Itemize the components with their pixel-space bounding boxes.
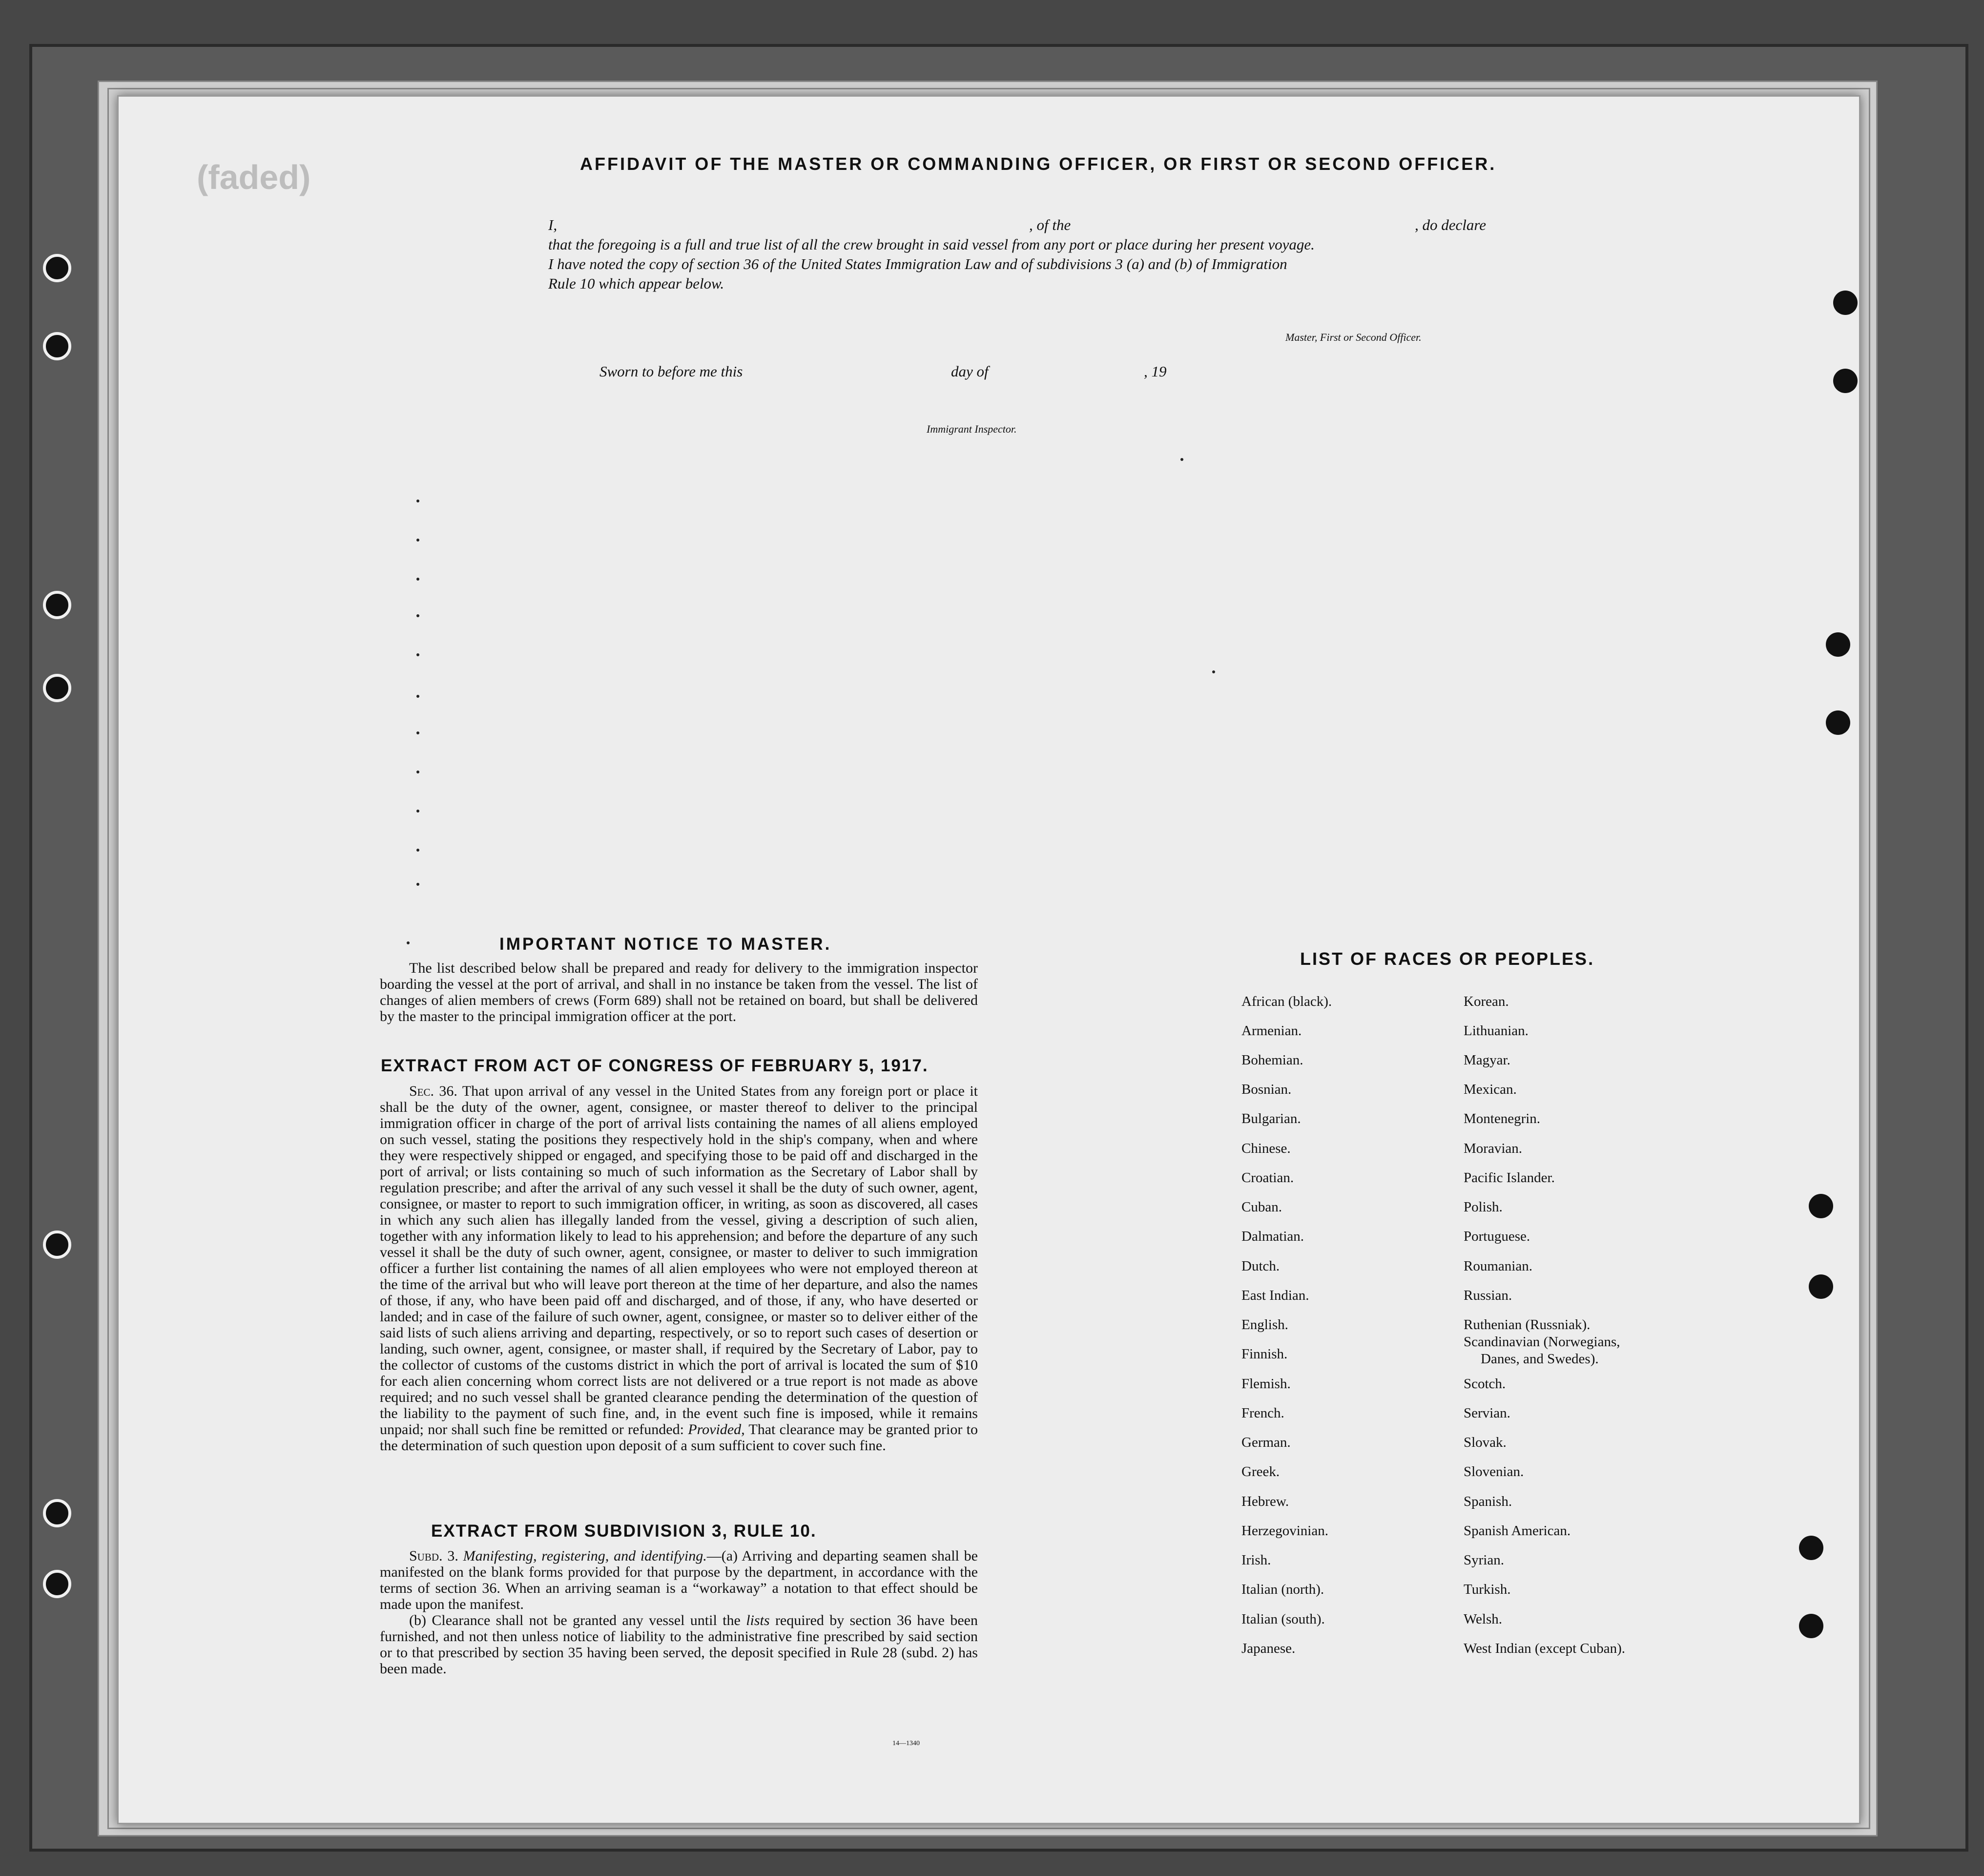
- act-section: Sec. 36.: [409, 1083, 457, 1099]
- mark: [416, 849, 419, 852]
- race-right-9: Roumanian.: [1464, 1258, 1532, 1274]
- race-left-18: Herzegovinian.: [1241, 1523, 1328, 1539]
- punch-hole: [1809, 1194, 1833, 1218]
- race-right-6: Pacific Islander.: [1464, 1170, 1555, 1186]
- year-text: , 19: [1144, 363, 1167, 380]
- act-text: That upon arrival of any vessel in the United States from any foreign port or place it shall be the duty of the owner, agent, consignee, or master thereof to deliver to the principal immigration officer in charge of the port of arrival lists containing the names of all aliens employed on such vessel, stating the positions they respectively hold in the ship's company, when and where they were respectively shipped or engaged, and specifying those to be paid off and discharged in the port of arrival; or lists containing so much of such information as the Secretary of Labor shall by regulation prescribe; and after the arrival of any such vessel it shall be the duty of such owner, agent, consignee, or master to report to such immigration officer, in writing, as soon as discovered, all cases in which any such alien has illegally landed from the vessel, giving a description of such alien, together with any information likely to lead to his apprehension; and before the departure of any such vessel it shall be the duty of such owner, agent, consignee, or master to deliver to such immigration officer a further list containing the names of all alien employees who were not employed thereon at the time of the arrival but who will leave port thereon at the time of her departure, and also the names of those, if any, who have been paid off and discharged, and of those, if any, who have deserted or landed; and in case of the failure of such owner, agent, consignee, or master so to deliver either of the said lists of such aliens arriving and departing, respectively, or so to report such cases of desertion or landing, such owner, agent, consignee, or master shall, if required by the Secretary of Labor, pay to the collector of customs of the customs district in which the port of arrival is located the sum of $10 for each alien concerning whom correct lists are not delivered or a true report is not made as above required; and no such vessel shall be granted clearance pending the determination of the question of the liability to the payment of such fine, and, in the event such fine is imposed, while it remains unpaid; nor shall such fine be remitted or refunded:: [380, 1083, 978, 1438]
- rule-title: EXTRACT FROM SUBDIVISION 3, RULE 10.: [431, 1522, 817, 1541]
- race-left-2: Bohemian.: [1241, 1052, 1303, 1068]
- notice-body: [380, 960, 978, 1024]
- mark: [1180, 458, 1183, 461]
- race-left-14: French.: [1241, 1405, 1284, 1421]
- binder-hole: [43, 591, 71, 619]
- rule-para-a: —(a) Arriving and departing seamen shall be manifested on the blank forms provided for that purpose by the department, in accordance with the terms of section 36. When an arriving seaman is a “workaway” a notation to that effect should be made upon the manifest.: [380, 1548, 978, 1612]
- race-right-5: Moravian.: [1464, 1141, 1522, 1156]
- mark: [407, 941, 410, 944]
- punch-hole: [1799, 1614, 1823, 1638]
- race-left-0: African (black).: [1241, 994, 1332, 1009]
- notice-title: IMPORTANT NOTICE TO MASTER.: [499, 935, 832, 954]
- race-left-21: Italian (south).: [1241, 1611, 1325, 1627]
- race-right-21: Turkish.: [1464, 1582, 1511, 1597]
- race-right-11: Ruthenian (Russniak).: [1464, 1317, 1591, 1333]
- race-left-17: Hebrew.: [1241, 1494, 1289, 1509]
- race-right-15: Servian.: [1464, 1405, 1510, 1421]
- race-left-3: Bosnian.: [1241, 1082, 1292, 1097]
- mark: [416, 810, 419, 813]
- mark: [416, 614, 419, 617]
- bleed-through-text: (faded): [197, 158, 311, 196]
- race-right-2: Magyar.: [1464, 1052, 1510, 1068]
- mark: [416, 883, 419, 886]
- race-right-19: Spanish American.: [1464, 1523, 1571, 1539]
- race-right-23: West Indian (except Cuban).: [1464, 1641, 1626, 1656]
- affidavit-line2: that the foregoing is a full and true list of all the crew brought in said vessel from any port or place during her present voyage.: [548, 236, 1315, 253]
- race-left-5: Chinese.: [1241, 1141, 1291, 1156]
- race-right-1: Lithuanian.: [1464, 1023, 1529, 1039]
- binder-hole: [43, 674, 71, 702]
- act-title: EXTRACT FROM ACT OF CONGRESS OF FEBRUARY 5, 1917.: [381, 1056, 929, 1075]
- race-right-8: Portuguese.: [1464, 1229, 1530, 1244]
- rule-para-b-italic: lists: [746, 1612, 770, 1628]
- race-left-15: German.: [1241, 1435, 1291, 1450]
- race-left-13: Flemish.: [1241, 1376, 1291, 1392]
- race-left-9: Dutch.: [1241, 1258, 1280, 1274]
- binder-hole: [43, 1570, 71, 1598]
- act-proviso-text: That clearance may be granted prior to the determination of such question upon deposit of a sum sufficient to cover such fine.: [380, 1421, 978, 1454]
- binder-hole: [43, 1230, 71, 1259]
- race-right-16: Slovak.: [1464, 1435, 1507, 1450]
- race-right-12: Scandinavian (Norwegians,: [1464, 1334, 1620, 1350]
- race-right-22: Welsh.: [1464, 1611, 1503, 1627]
- races-title: LIST OF RACES OR PEOPLES.: [1300, 949, 1595, 969]
- affidavit-line3: I have noted the copy of section 36 of the United States Immigration Law and of subdivisions 3 (a) and (b) of Immigration: [548, 255, 1287, 272]
- mark: [416, 539, 419, 542]
- mark: [1212, 670, 1215, 673]
- mark: [416, 500, 419, 502]
- form-number: 14—1340: [892, 1740, 920, 1747]
- sworn-text: Sworn to before me this: [599, 363, 743, 380]
- act-body: [380, 1083, 978, 1454]
- affidavit-title: AFFIDAVIT OF THE MASTER OR COMMANDING OFFICER, OR FIRST OR SECOND OFFICER.: [580, 154, 1497, 174]
- race-left-20: Italian (north).: [1241, 1582, 1324, 1597]
- mark: [416, 578, 419, 581]
- act-proviso-word: Provided,: [688, 1421, 745, 1438]
- mark: [416, 731, 419, 734]
- race-left-10: East Indian.: [1241, 1288, 1309, 1303]
- binder-hole: [43, 1499, 71, 1527]
- race-right-14: Scotch.: [1464, 1376, 1506, 1392]
- race-right-0: Korean.: [1464, 994, 1509, 1009]
- punch-hole: [1809, 1274, 1833, 1299]
- mark: [416, 695, 419, 698]
- rule-para-b-rest: required by section 36 have been furnished, and not then unless notice of liability to the administrative fine prescribed by said section or to that prescribed by section 35 having been served, the deposit specified in Rule 28 (subd. 2) has been made.: [380, 1612, 978, 1677]
- race-left-22: Japanese.: [1241, 1641, 1296, 1656]
- race-left-8: Dalmatian.: [1241, 1229, 1304, 1244]
- punch-hole: [1799, 1536, 1823, 1560]
- rule-subd-title: Manifesting, registering, and identifying.: [463, 1548, 707, 1564]
- race-left-16: Greek.: [1241, 1464, 1280, 1480]
- mark: [416, 771, 419, 773]
- race-left-1: Armenian.: [1241, 1023, 1302, 1039]
- binder-hole: [43, 332, 71, 360]
- mark: [416, 653, 419, 656]
- race-right-7: Polish.: [1464, 1199, 1503, 1215]
- inspector-label: Immigrant Inspector.: [927, 423, 1017, 435]
- punch-hole: [1826, 710, 1850, 735]
- affidavit-line4: Rule 10 which appear below.: [548, 275, 724, 292]
- race-right-17: Slovenian.: [1464, 1464, 1524, 1480]
- race-left-4: Bulgarian.: [1241, 1111, 1301, 1126]
- affidavit-i: I,: [548, 216, 558, 233]
- signature-label: Master, First or Second Officer.: [1285, 331, 1422, 343]
- day-of-text: day of: [951, 363, 989, 380]
- race-right-13: Danes, and Swedes).: [1481, 1351, 1599, 1367]
- rule-body: [380, 1548, 978, 1677]
- rule-subd: Subd. 3.: [409, 1548, 458, 1564]
- punch-hole: [1833, 291, 1858, 315]
- race-left-11: English.: [1241, 1317, 1288, 1333]
- notice-text: The list described below shall be prepared and ready for delivery to the immigration inspector boarding the vessel at the port of arrival, and shall in no instance be taken from the vessel. The list of changes of alien members of crews (Form 689) shall not be retained on board, but shall be delivered by the master to the principal immigration officer at the port.: [380, 960, 978, 1024]
- race-left-12: Finnish.: [1241, 1346, 1288, 1362]
- punch-hole: [1826, 632, 1850, 657]
- race-left-19: Irish.: [1241, 1552, 1271, 1568]
- race-right-4: Montenegrin.: [1464, 1111, 1541, 1126]
- rule-para-b-lead: (b) Clearance shall not be granted any vessel until the: [409, 1612, 741, 1628]
- binder-hole: [43, 254, 71, 282]
- punch-hole: [1833, 369, 1858, 393]
- race-right-3: Mexican.: [1464, 1082, 1517, 1097]
- affidavit-of-the: , of the: [1029, 216, 1071, 233]
- affidavit-page: [117, 95, 1860, 1824]
- race-right-18: Spanish.: [1464, 1494, 1512, 1509]
- race-right-10: Russian.: [1464, 1288, 1512, 1303]
- race-right-20: Syrian.: [1464, 1552, 1504, 1568]
- affidavit-do-declare: , do declare: [1415, 216, 1487, 233]
- race-left-6: Croatian.: [1241, 1170, 1294, 1186]
- race-left-7: Cuban.: [1241, 1199, 1282, 1215]
